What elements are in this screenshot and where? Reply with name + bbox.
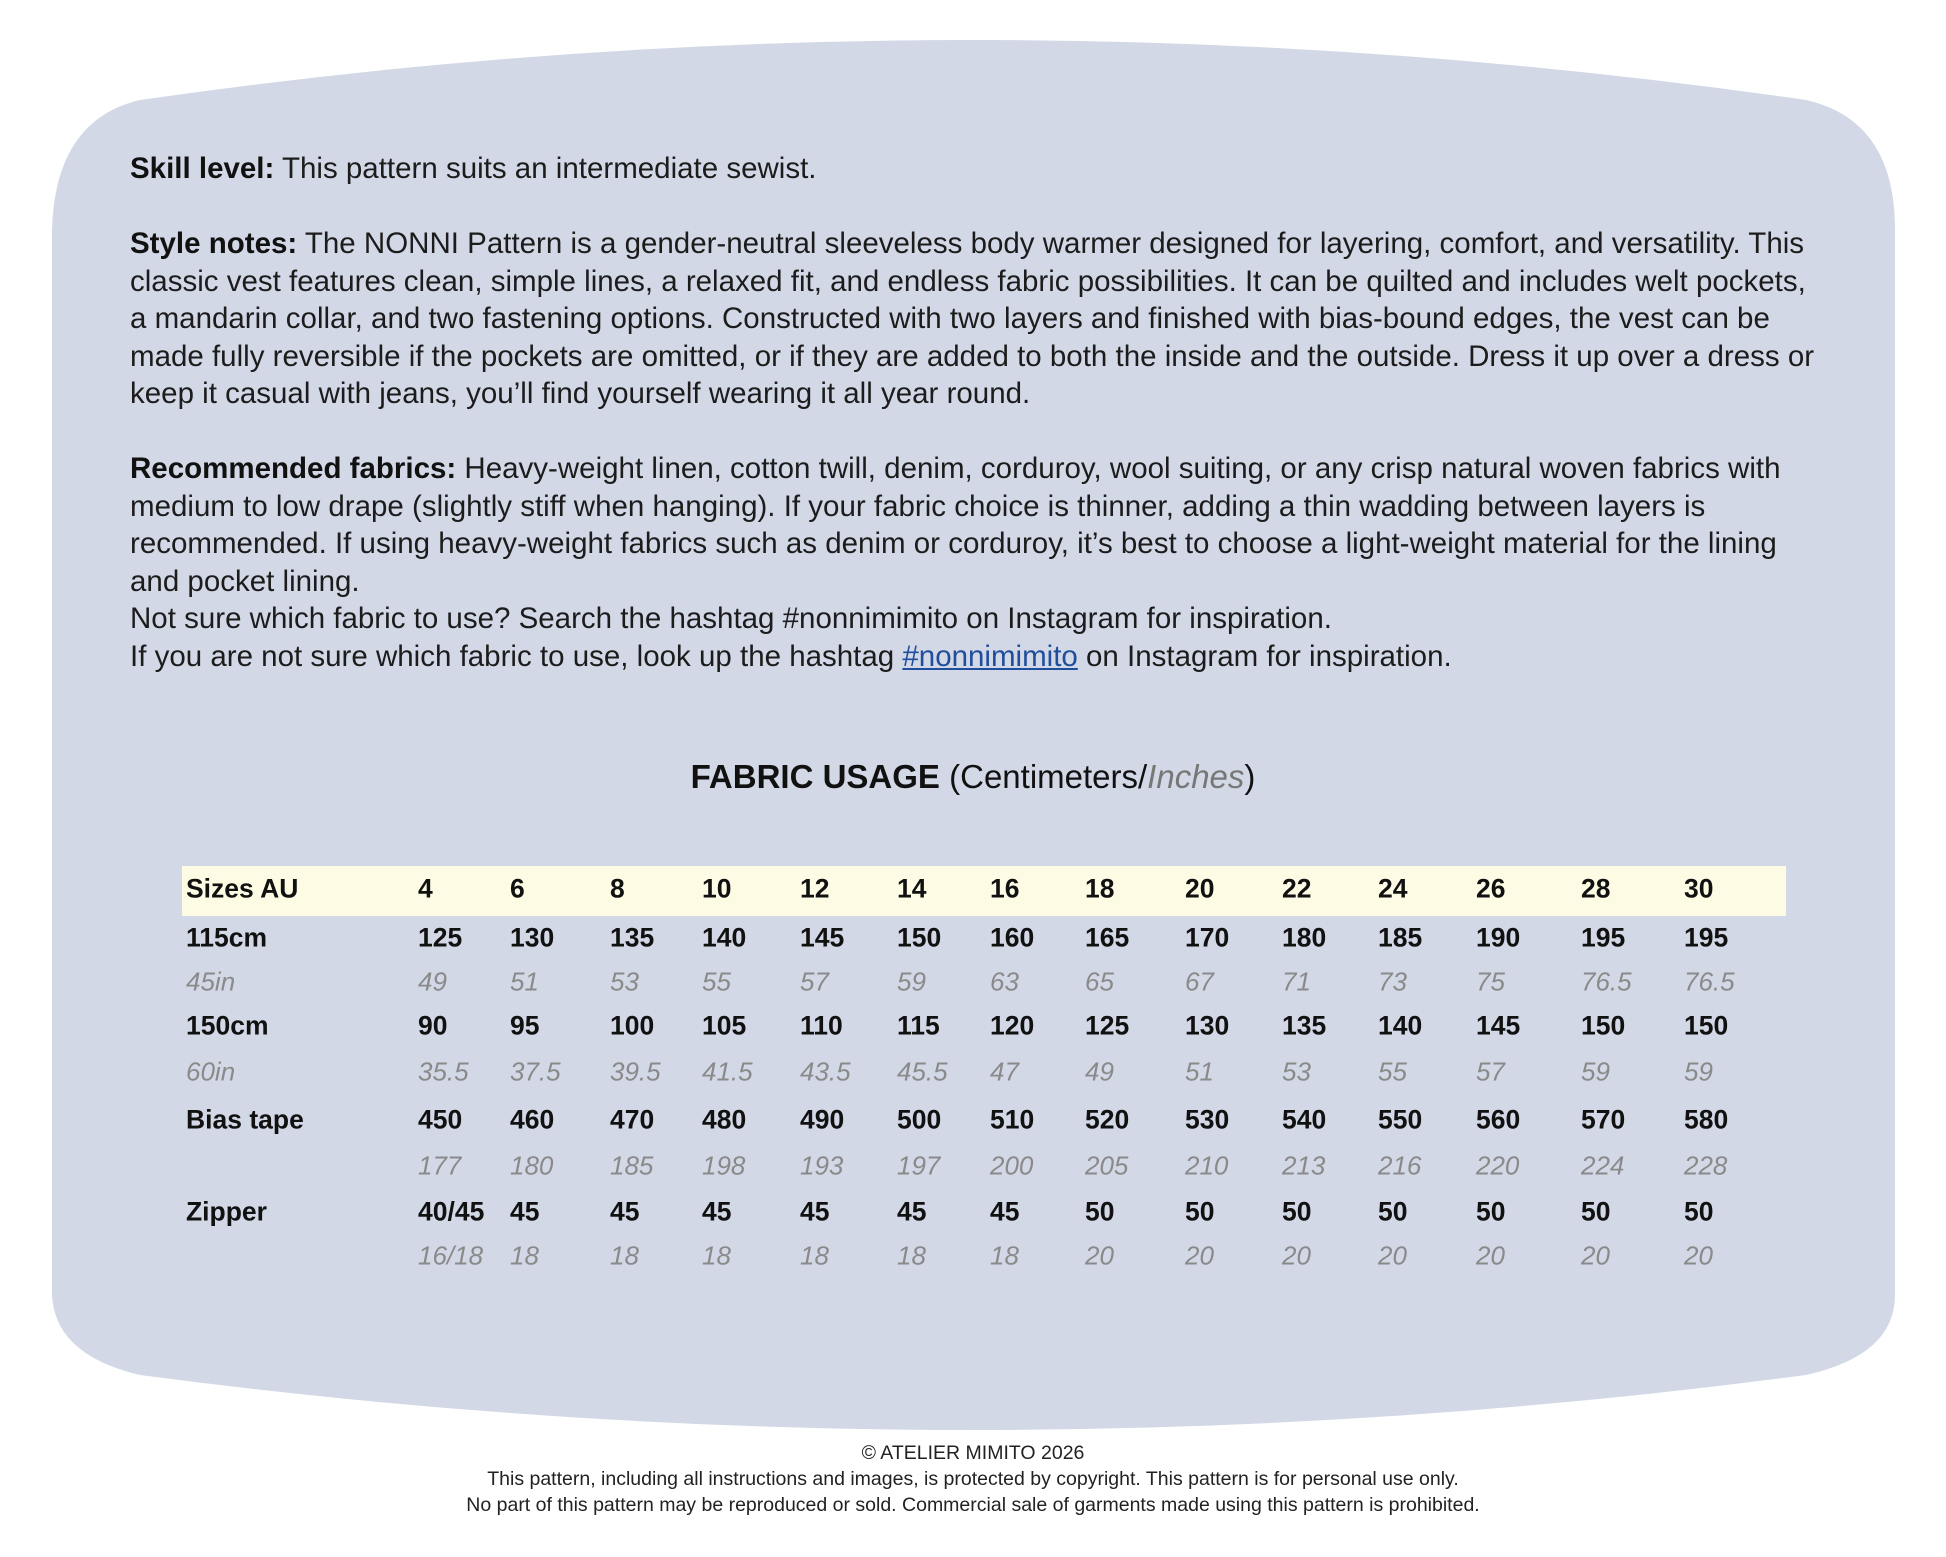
table-cell: 49 — [1085, 1056, 1114, 1087]
table-row-label: 115cm — [186, 922, 268, 953]
table-cell: 45 — [800, 1196, 830, 1227]
copyright-footer — [0, 1440, 1946, 1518]
table-cell: 190 — [1476, 922, 1521, 953]
table-cell: 185 — [610, 1150, 654, 1181]
table-cell: 55 — [1378, 1056, 1407, 1087]
table-cell: 198 — [702, 1150, 746, 1181]
table-cell: 50 — [1581, 1196, 1611, 1227]
table-cell: 228 — [1684, 1150, 1728, 1181]
table-cell: 135 — [1282, 1010, 1327, 1041]
table-cell: 73 — [1378, 966, 1407, 997]
table-row-label: 150cm — [186, 1010, 269, 1041]
table-cell: 20 — [1085, 1240, 1114, 1271]
skill-text: This pattern suits an intermediate sewist. — [274, 152, 817, 185]
table-cell: 125 — [418, 922, 463, 953]
lookup-line — [130, 638, 1830, 676]
table-header-size: 8 — [610, 873, 625, 904]
table-cell: 18 — [610, 1240, 639, 1271]
table-cell: 63 — [990, 966, 1019, 997]
table-cell: 76.5 — [1684, 966, 1735, 997]
table-cell: 220 — [1476, 1150, 1520, 1181]
recommended-fabrics — [130, 450, 1830, 600]
table-cell: 20 — [1684, 1240, 1713, 1271]
table-cell: 140 — [702, 922, 747, 953]
table-cell: 18 — [990, 1240, 1019, 1271]
table-cell: 145 — [800, 922, 845, 953]
table-cell: 50 — [1185, 1196, 1215, 1227]
table-cell: 20 — [1282, 1240, 1311, 1271]
table-cell: 150 — [897, 922, 942, 953]
usage-title-bold: FABRIC USAGE — [690, 758, 940, 795]
table-cell: 195 — [1684, 922, 1729, 953]
table-cell: 47 — [990, 1056, 1019, 1087]
table-cell: 20 — [1581, 1240, 1610, 1271]
table-cell: 51 — [510, 966, 539, 997]
copyright-notice: This pattern, including all instructions and images, is protected by copyright. This pattern is for personal use only. — [487, 1468, 1459, 1490]
table-header-size: 18 — [1085, 873, 1115, 904]
table-header-size: 16 — [990, 873, 1020, 904]
table-cell: 18 — [897, 1240, 926, 1271]
table-cell: 177 — [418, 1150, 462, 1181]
table-cell: 216 — [1378, 1150, 1422, 1181]
table-cell: 130 — [510, 922, 555, 953]
skill-level — [130, 150, 1830, 188]
skill-label: Skill level: — [130, 152, 275, 185]
table-header-size: 4 — [418, 873, 433, 904]
table-cell: 150 — [1581, 1010, 1626, 1041]
table-cell: 560 — [1476, 1104, 1521, 1135]
table-cell: 18 — [510, 1240, 539, 1271]
table-cell: 40/45 — [418, 1196, 485, 1227]
table-cell: 39.5 — [610, 1056, 661, 1087]
table-cell: 71 — [1282, 966, 1311, 997]
description-text — [130, 150, 1830, 675]
table-cell: 100 — [610, 1010, 655, 1041]
table-cell: 53 — [610, 966, 639, 997]
usage-title-open: (Centimeters/ — [939, 758, 1148, 795]
table-cell: 51 — [1185, 1056, 1214, 1087]
fabrics-label: Recommended fabrics: — [130, 452, 457, 485]
table-cell: 193 — [800, 1150, 844, 1181]
table-header-label: Sizes AU — [186, 873, 299, 904]
table-cell: 120 — [990, 1010, 1035, 1041]
table-cell: 45 — [702, 1196, 732, 1227]
reproduction-notice: No part of this pattern may be reproduced or sold. Commercial sale of garments made using this pattern is prohibited. — [466, 1494, 1480, 1516]
table-cell: 197 — [897, 1150, 941, 1181]
table-cell: 50 — [1282, 1196, 1312, 1227]
table-cell: 50 — [1085, 1196, 1115, 1227]
table-cell: 45 — [897, 1196, 927, 1227]
table-cell: 540 — [1282, 1104, 1327, 1135]
table-cell: 20 — [1476, 1240, 1505, 1271]
table-header-size: 20 — [1185, 873, 1215, 904]
table-cell: 49 — [418, 966, 447, 997]
style-label: Style notes: — [130, 227, 298, 260]
table-cell: 135 — [610, 922, 655, 953]
table-cell: 180 — [1282, 922, 1327, 953]
table-cell: 520 — [1085, 1104, 1130, 1135]
table-cell: 50 — [1378, 1196, 1408, 1227]
table-cell: 450 — [418, 1104, 463, 1135]
table-cell: 580 — [1684, 1104, 1729, 1135]
table-cell: 140 — [1378, 1010, 1423, 1041]
table-header-size: 6 — [510, 873, 525, 904]
table-cell: 195 — [1581, 922, 1626, 953]
table-cell: 470 — [610, 1104, 655, 1135]
table-header-size: 12 — [800, 873, 830, 904]
table-cell: 210 — [1185, 1150, 1229, 1181]
lookup-suffix: on Instagram for inspiration. — [1077, 639, 1452, 673]
table-cell: 570 — [1581, 1104, 1626, 1135]
table-cell: 18 — [702, 1240, 731, 1271]
table-cell: 59 — [1581, 1056, 1610, 1087]
table-cell: 20 — [1185, 1240, 1214, 1271]
table-cell: 490 — [800, 1104, 845, 1135]
table-cell: 145 — [1476, 1010, 1521, 1041]
table-cell: 200 — [990, 1150, 1034, 1181]
table-cell: 18 — [800, 1240, 829, 1271]
table-row-label: Zipper — [186, 1196, 267, 1227]
table-header-size: 30 — [1684, 873, 1714, 904]
table-row-label: 60in — [186, 1056, 236, 1087]
table-cell: 43.5 — [800, 1056, 851, 1087]
lookup-prefix: If you are not sure which fabric to use, look up the hashtag — [130, 639, 903, 673]
table-cell: 125 — [1085, 1010, 1130, 1041]
table-cell: 213 — [1282, 1150, 1326, 1181]
table-cell: 45 — [610, 1196, 640, 1227]
table-cell: 20 — [1378, 1240, 1407, 1271]
table-cell: 95 — [510, 1010, 540, 1041]
table-cell: 67 — [1185, 966, 1214, 997]
table-cell: 76.5 — [1581, 966, 1632, 997]
table-cell: 130 — [1185, 1010, 1230, 1041]
table-cell: 185 — [1378, 922, 1423, 953]
copyright-line: © ATELIER MIMITO 2026 — [861, 1442, 1085, 1464]
table-cell: 59 — [897, 966, 926, 997]
hashtag-link[interactable]: #nonnimimito — [902, 639, 1078, 673]
table-header-size: 14 — [897, 873, 927, 904]
table-header-size: 24 — [1378, 873, 1408, 904]
table-header-size: 22 — [1282, 873, 1312, 904]
usage-title-italic: Inches — [1147, 758, 1245, 795]
table-cell: 170 — [1185, 922, 1230, 953]
table-cell: 75 — [1476, 966, 1505, 997]
fabrics-text: Heavy-weight linen, cotton twill, denim, corduroy, wool suiting, or any crisp natural woven fabrics with medium to low drape (slightly stiff when hanging). If your fabric choice is thinner, adding a thin wadding between layers is recommended. If using heavy-weight fabrics such as denim or corduroy, it’s best to choose a light-weight material for the lining and pocket lining. — [130, 452, 1781, 598]
table-cell: 45 — [990, 1196, 1020, 1227]
table-cell: 50 — [1476, 1196, 1506, 1227]
table-cell: 224 — [1581, 1150, 1625, 1181]
table-cell: 500 — [897, 1104, 942, 1135]
table-header-size: 28 — [1581, 873, 1611, 904]
table-cell: 550 — [1378, 1104, 1423, 1135]
table-cell: 16/18 — [418, 1240, 484, 1271]
table-cell: 59 — [1684, 1056, 1713, 1087]
table-cell: 37.5 — [510, 1056, 561, 1087]
fabric-usage-title — [0, 758, 1946, 796]
table-cell: 55 — [702, 966, 731, 997]
table-row-label: 45in — [186, 966, 236, 997]
table-cell: 65 — [1085, 966, 1114, 997]
table-cell: 50 — [1684, 1196, 1714, 1227]
table-cell: 35.5 — [418, 1056, 469, 1087]
style-text: The NONNI Pattern is a gender-neutral sleeveless body warmer designed for layering, comfort, and versatility. This classic vest features clean, simple lines, a relaxed fit, and endless fabric possibilities. It can be quilted and includes welt pockets, a mandarin collar, and two fastening options. Constructed with two layers and finished with bias-bound edges, the vest can be made fully reversible if the pockets are omitted, or if they are added to both the inside and the outside. Dress it up over a dress or keep it casual with jeans, you’ll find yourself wearing it all year round. — [130, 227, 1815, 410]
table-cell: 460 — [510, 1104, 555, 1135]
not-sure-line: Not sure which fabric to use? Search the hashtag #nonnimimito on Instagram for inspiration. — [130, 602, 1332, 635]
table-cell: 115 — [897, 1010, 940, 1041]
table-cell: 105 — [702, 1010, 747, 1041]
table-cell: 150 — [1684, 1010, 1729, 1041]
table-cell: 530 — [1185, 1104, 1230, 1135]
table-row-label: Bias tape — [186, 1104, 304, 1135]
table-cell: 53 — [1282, 1056, 1311, 1087]
table-cell: 510 — [990, 1104, 1035, 1135]
table-cell: 480 — [702, 1104, 747, 1135]
table-header-size: 26 — [1476, 873, 1506, 904]
style-notes — [130, 225, 1830, 413]
table-cell: 45 — [510, 1196, 540, 1227]
usage-title-close: ) — [1244, 758, 1256, 795]
table-cell: 45.5 — [897, 1056, 948, 1087]
table-cell: 90 — [418, 1010, 448, 1041]
table-cell: 57 — [800, 966, 829, 997]
table-cell: 41.5 — [702, 1056, 753, 1087]
table-cell: 165 — [1085, 922, 1130, 953]
table-header-size: 10 — [702, 873, 732, 904]
table-cell: 180 — [510, 1150, 554, 1181]
table-cell: 160 — [990, 922, 1035, 953]
table-cell: 57 — [1476, 1056, 1505, 1087]
table-cell: 205 — [1085, 1150, 1129, 1181]
table-cell: 110 — [800, 1010, 843, 1041]
